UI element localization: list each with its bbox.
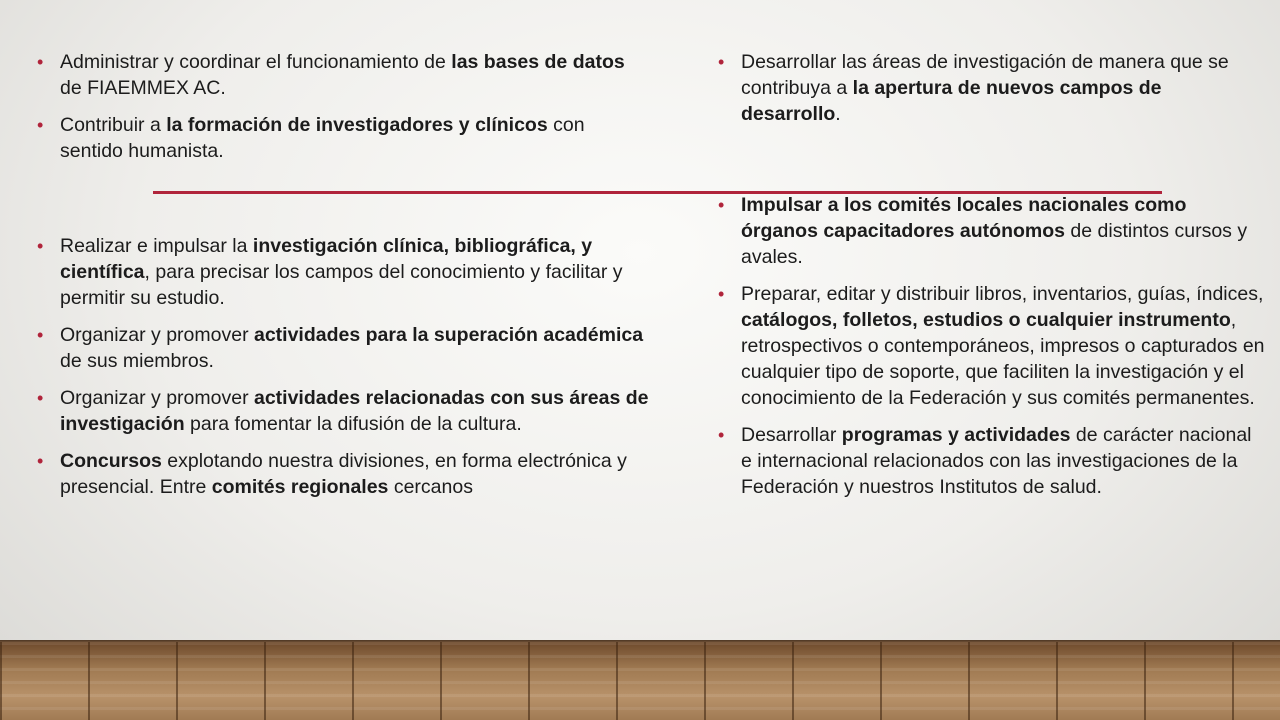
text: , para precisar los campos del conocimiento y facilitar y permitir su estudio.: [60, 261, 623, 309]
text: Realizar e impulsar la: [60, 235, 253, 257]
bullet-list-right-bottom: [718, 192, 1266, 511]
bold-text: actividades relacionadas con sus áreas de investigación: [60, 387, 649, 435]
bullet-item: [37, 49, 647, 101]
text: Administrar y coordinar el funcionamiento de: [60, 51, 452, 73]
text: con sentido humanista.: [60, 114, 585, 162]
bullet-list-left-bottom: [37, 233, 662, 511]
bold-text: Concursos: [60, 450, 162, 472]
bold-text: programas y actividades: [841, 424, 1071, 446]
bullet-list-left-top: [37, 49, 647, 175]
text: .: [835, 103, 841, 125]
bold-text: Impulsar a los comités locales nacionales como órganos capacitadores autónomos: [741, 194, 1187, 242]
text: , retrospectivos o contemporáneos, impresos o capturados en cualquier tipo de soporte, que faciliten la investigación y el conocimiento de la Federación y sus comités permanentes.: [741, 309, 1265, 409]
wood-floor-decoration: [0, 642, 1280, 720]
bullet-item: [718, 281, 1266, 411]
text: de sus miembros.: [60, 350, 214, 372]
bullet-item: [718, 192, 1266, 270]
text: Organizar y promover: [60, 324, 254, 346]
bullet-item: [37, 112, 647, 164]
bold-text: catálogos, folletos, estudios o cualquier instrumento: [741, 309, 1231, 331]
bold-text: comités regionales: [211, 476, 389, 498]
text: Organizar y promover: [60, 387, 254, 409]
text: de carácter nacional e internacional relacionados con las investigaciones de la Federación y nuestros Institutos de salud.: [741, 424, 1252, 498]
bold-text: la formación de investigadores y clínicos: [166, 114, 548, 136]
text: Desarrollar: [741, 424, 842, 446]
bullet-item: [37, 448, 662, 500]
text: Preparar, editar y distribuir libros, inventarios, guías, índices,: [741, 283, 1264, 305]
bullet-item: [718, 422, 1266, 500]
bullet-item: [37, 233, 662, 311]
bold-text: la apertura de nuevos campos de desarrollo: [741, 77, 1162, 125]
bold-text: actividades para la superación académica: [253, 324, 644, 346]
text: cercanos: [388, 476, 473, 498]
text: explotando nuestra divisiones, en forma electrónica y presencial. Entre: [60, 450, 627, 498]
text: de FIAEMMEX AC.: [60, 77, 226, 99]
bold-text: investigación clínica, bibliográfica, y científica: [60, 235, 593, 283]
text: de distintos cursos y avales.: [741, 220, 1248, 268]
text: Contribuir a: [60, 114, 167, 136]
bullet-item: [37, 322, 662, 374]
bullet-item: [718, 49, 1266, 127]
text: Desarrollar las áreas de investigación de manera que se contribuya a: [741, 51, 1229, 99]
bullet-list-right-top: [718, 49, 1266, 138]
bold-text: las bases de datos: [451, 51, 625, 73]
text: para fomentar la difusión de la cultura.: [184, 413, 522, 435]
bullet-item: [37, 385, 662, 437]
